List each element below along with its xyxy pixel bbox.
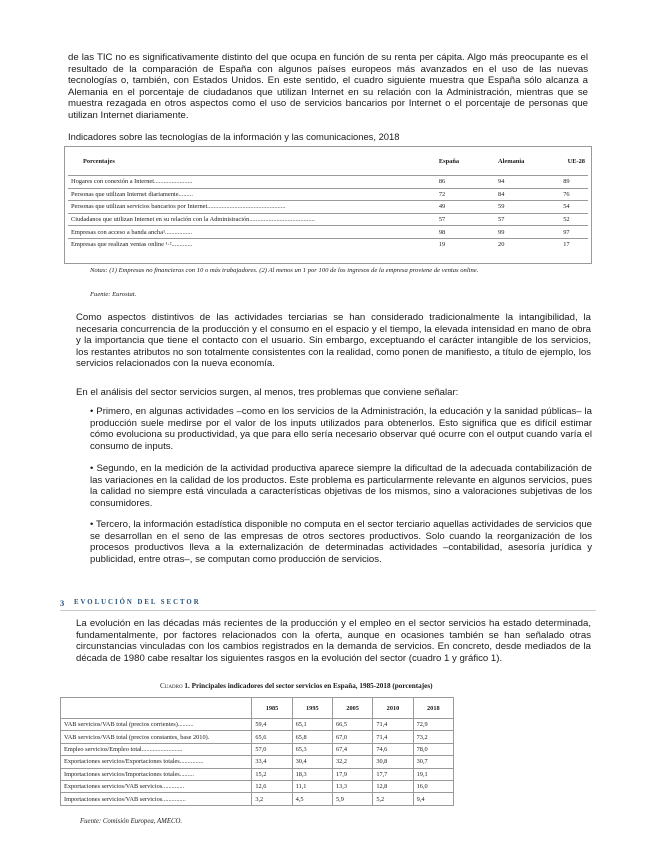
table1-cell: 98 [436,226,495,239]
table1-header-label: Porcentajes [68,147,436,176]
table2-cell: 57,0 [252,743,292,755]
bullet-first: • Primero, en algunas actividades –como en los servicios de la Administración, la educación y la sanidad públicas– la producción suele medirse por el valor de los inputs utilizados para obtenerlos. Esto significa que es difícil estimar cómo evoluciona su productividad, ya que para ello sería necesario observar qué ocurre con el output cuando varía el consumo de inputs. [90,406,592,452]
paragraph-distinctive-aspects: Como aspectos distintivos de las actividades terciarias se han considerado tradicionalmente la intangibilidad, la necesaria concurrencia de la producción y el consumo en el espacio y el tiempo, la elevada intensidad en mano de obra y la importancia que tiene el contacto con el usuario. Sin embargo, exceptuando el carácter intangible de los servicios, los restantes atributos no son totalmente consistentes con la realidad, como ponen de manifiesto, a título de ejemplo, los servicios relacionados con la nueva economía. [76,312,591,369]
table2-cell: 65,1 [292,719,332,731]
table1-cell: 84 [495,188,560,201]
table2-cell: 66,5 [332,719,372,731]
table2-cell: 30,4 [292,756,332,768]
table-row [68,188,588,201]
bullet-second: • Segundo, en la medición de la actividad productiva aparece siempre la dificultad de la adecuada contabilización de las variaciones en la calidad de los productos. Este problema es particularmente relevante en algunos servicios, pues la calidad no siempre está vinculada a características objetivas de los mismos, sino a valoraciones subjetivas de los consumidores. [90,463,592,509]
table1-row-label: Ciudadanos que utilizan Internet en su relación con la Administración......................................... [68,213,436,226]
table-row [61,743,454,755]
table1-row-label: Hogares con conexión a Internet........................ [68,176,436,189]
table2-cell: 72,9 [413,719,453,731]
table1-notes: Notas: (1) Empresas no financieras con 10 o más trabajadores. (2) Al menos un 1 por 100 de los ingresos de la empresa proviene de ventas online. [90,267,479,274]
table2-cell: 33,4 [252,756,292,768]
table2-cell: 65,3 [292,743,332,755]
table1-row-label: Empresas que realizan ventas online ¹·²............. [71,241,193,249]
table2-header-2010: 2010 [373,698,413,719]
table1-cell: 86 [436,176,495,189]
bullet-third: • Tercero, la información estadística disponible no computa en el sector terciario aquellas actividades de servicios que se desarrollan en el seno de las empresas de otros sectores productivos. Solo cuando la reorganización de los procesos productivos lleva a la externalización de determinadas actividades –contabilidad, asesoría jurídica y publicidad, entre otras–, se computan como producción de servicios. [90,519,592,565]
table1-cell: 54 [560,201,588,214]
table2-caption-prefix: Cuadro [160,682,183,690]
table2-row-label: Exportaciones servicios/Exportaciones totales............... [61,756,252,768]
table2-cell: 74,6 [373,743,413,755]
table1-caption: Indicadores sobre las tecnologías de la información y las comunicaciones, 2018 [68,131,400,142]
table1-source: Fuente: Eurostat. [90,291,137,298]
table2-cell: 11,1 [292,780,332,792]
table2-header-1985: 1985 [252,698,292,719]
table2-cell: 32,2 [332,756,372,768]
table1-cell: 94 [495,176,560,189]
table2 [60,697,454,806]
table-row [61,731,454,743]
table2-header-2005: 2005 [332,698,372,719]
table2-row-label: Importaciones servicios/VAB servicios............... [61,793,252,805]
table2-cell: 65,6 [252,731,292,743]
intro-paragraph: de las TIC no es significativamente distinto del que ocupa en función de su renta per cápita. Algo más preocupante es el resultado de la comparación de España con algunos países europeos más avanzados en el uso de las nuevas tecnologías o, también, con Estados Unidos. En este sentido, el cuadro siguiente muestra que España sólo alcanza a Alemania en el porcentaje de ciudadanos que utilizan Internet en su relación con la Administración, mientras que se muestra rezagada en otros aspectos como el uso de servicios bancarios por Internet o el porcentaje de personas que utilizan Internet diariamente. [68,52,588,121]
table2-caption-text: 1. Principales indicadores del sector servicios en España, 1985-2018 (porcentajes) [184,682,433,690]
table2-header-1995: 1995 [292,698,332,719]
table2-cell: 67,0 [332,731,372,743]
section-heading [60,599,596,609]
table2-caption [160,682,433,690]
table1-cell: 97 [560,226,588,239]
table1-cell: 57 [495,213,560,226]
table2-cell: 5,2 [373,793,413,805]
table2-cell: 78,0 [413,743,453,755]
table-row [68,201,588,214]
table-row [61,756,454,768]
table-row [61,780,454,792]
table2-header-blank [61,698,252,719]
table2-cell: 15,2 [252,768,292,780]
table1-header-germany: Alemania [495,147,560,176]
table1-frame [64,146,592,264]
table2-cell: 65,8 [292,731,332,743]
table2-cell: 12,8 [373,780,413,792]
table1-cell: 72 [436,188,495,201]
section-number: 3 [60,598,65,608]
table2-cell: 30,7 [413,756,453,768]
table2-cell: 18,3 [292,768,332,780]
table2-cell: 13,3 [332,780,372,792]
table-row [61,768,454,780]
table2-cell: 67,4 [332,743,372,755]
table1-row-label: Personas que utilizan Internet diariamente......... [68,188,436,201]
table2-source: Fuente: Comisión Europea, AMECO. [80,818,183,825]
table2-cell: 12,6 [252,780,292,792]
table2-row-label: VAB servicios/VAB total (precios corrientes).......... [61,719,252,731]
table2-row-label: Empleo servicios/Empleo total.......................... [61,743,252,755]
table2-cell: 16,0 [413,780,453,792]
table-row [68,176,588,189]
table1-row-label: Personas que utilizan servicios bancarios por Internet................................................. [68,201,436,214]
table-row [68,226,588,239]
table1-cell: 99 [495,226,560,239]
table-row [61,793,454,805]
table1-cell: 20 [498,241,505,249]
table1-cell: 76 [560,188,588,201]
table-row [68,213,588,226]
table2-cell: 30,8 [373,756,413,768]
table1-cell: 52 [560,213,588,226]
table1-header-eu: UE-28 [560,147,588,176]
table2-cell: 19,1 [413,768,453,780]
paragraph-evolution: La evolución en las décadas más recientes de la producción y el empleo en el sector servicios ha estado determinada, fundamentalmente, por factores relacionados con la oferta, aunque en ocasiones también se han señalado otras circunstancias vinculadas con los cambios registrados en la demanda de servicios. En concreto, desde mediados de la década de 1980 cabe resaltar los siguientes rasgos en la evolución del sector (cuadro 1 y gráfico 1). [76,618,591,664]
table1 [68,147,588,251]
table1-cell: 57 [436,213,495,226]
paragraph-three-problems: En el análisis del sector servicios surgen, al menos, tres problemas que conviene señalar: [76,387,459,398]
table1-header-spain: España [436,147,495,176]
table-row [61,719,454,731]
table1-row-label: Empresas con acceso a banda ancha¹................. [68,226,436,239]
table1-cell: 19 [438,241,446,249]
table2-cell: 59,4 [252,719,292,731]
table2-row-label: Exportaciones servicios/VAB servicios.............. [61,780,252,792]
section-divider [60,610,596,611]
table2-cell: 4,5 [292,793,332,805]
table1-header-row [68,147,588,176]
table2-cell: 73,2 [413,731,453,743]
table2-cell: 17,7 [373,768,413,780]
table2-row-label: Importaciones servicios/Importaciones totales......... [61,768,252,780]
table2-cell: 9,4 [413,793,453,805]
table2-header-2018: 2018 [413,698,453,719]
table2-cell: 71,4 [373,719,413,731]
table2-cell: 3,2 [252,793,292,805]
table1-cell: 17 [563,241,570,249]
table2-cell: 71,4 [373,731,413,743]
table2-cell: 17,9 [332,768,372,780]
table-row [68,238,588,250]
table1-cell: 49 [436,201,495,214]
table2-header-row [61,698,454,719]
table2-row-label: VAB servicios/VAB total (precios constantes, base 2010). [61,731,252,743]
table1-cell: 59 [495,201,560,214]
table2-cell: 5,9 [332,793,372,805]
table1-cell: 89 [560,176,588,189]
section-title: EVOLUCIÓN DEL SECTOR [74,599,201,606]
